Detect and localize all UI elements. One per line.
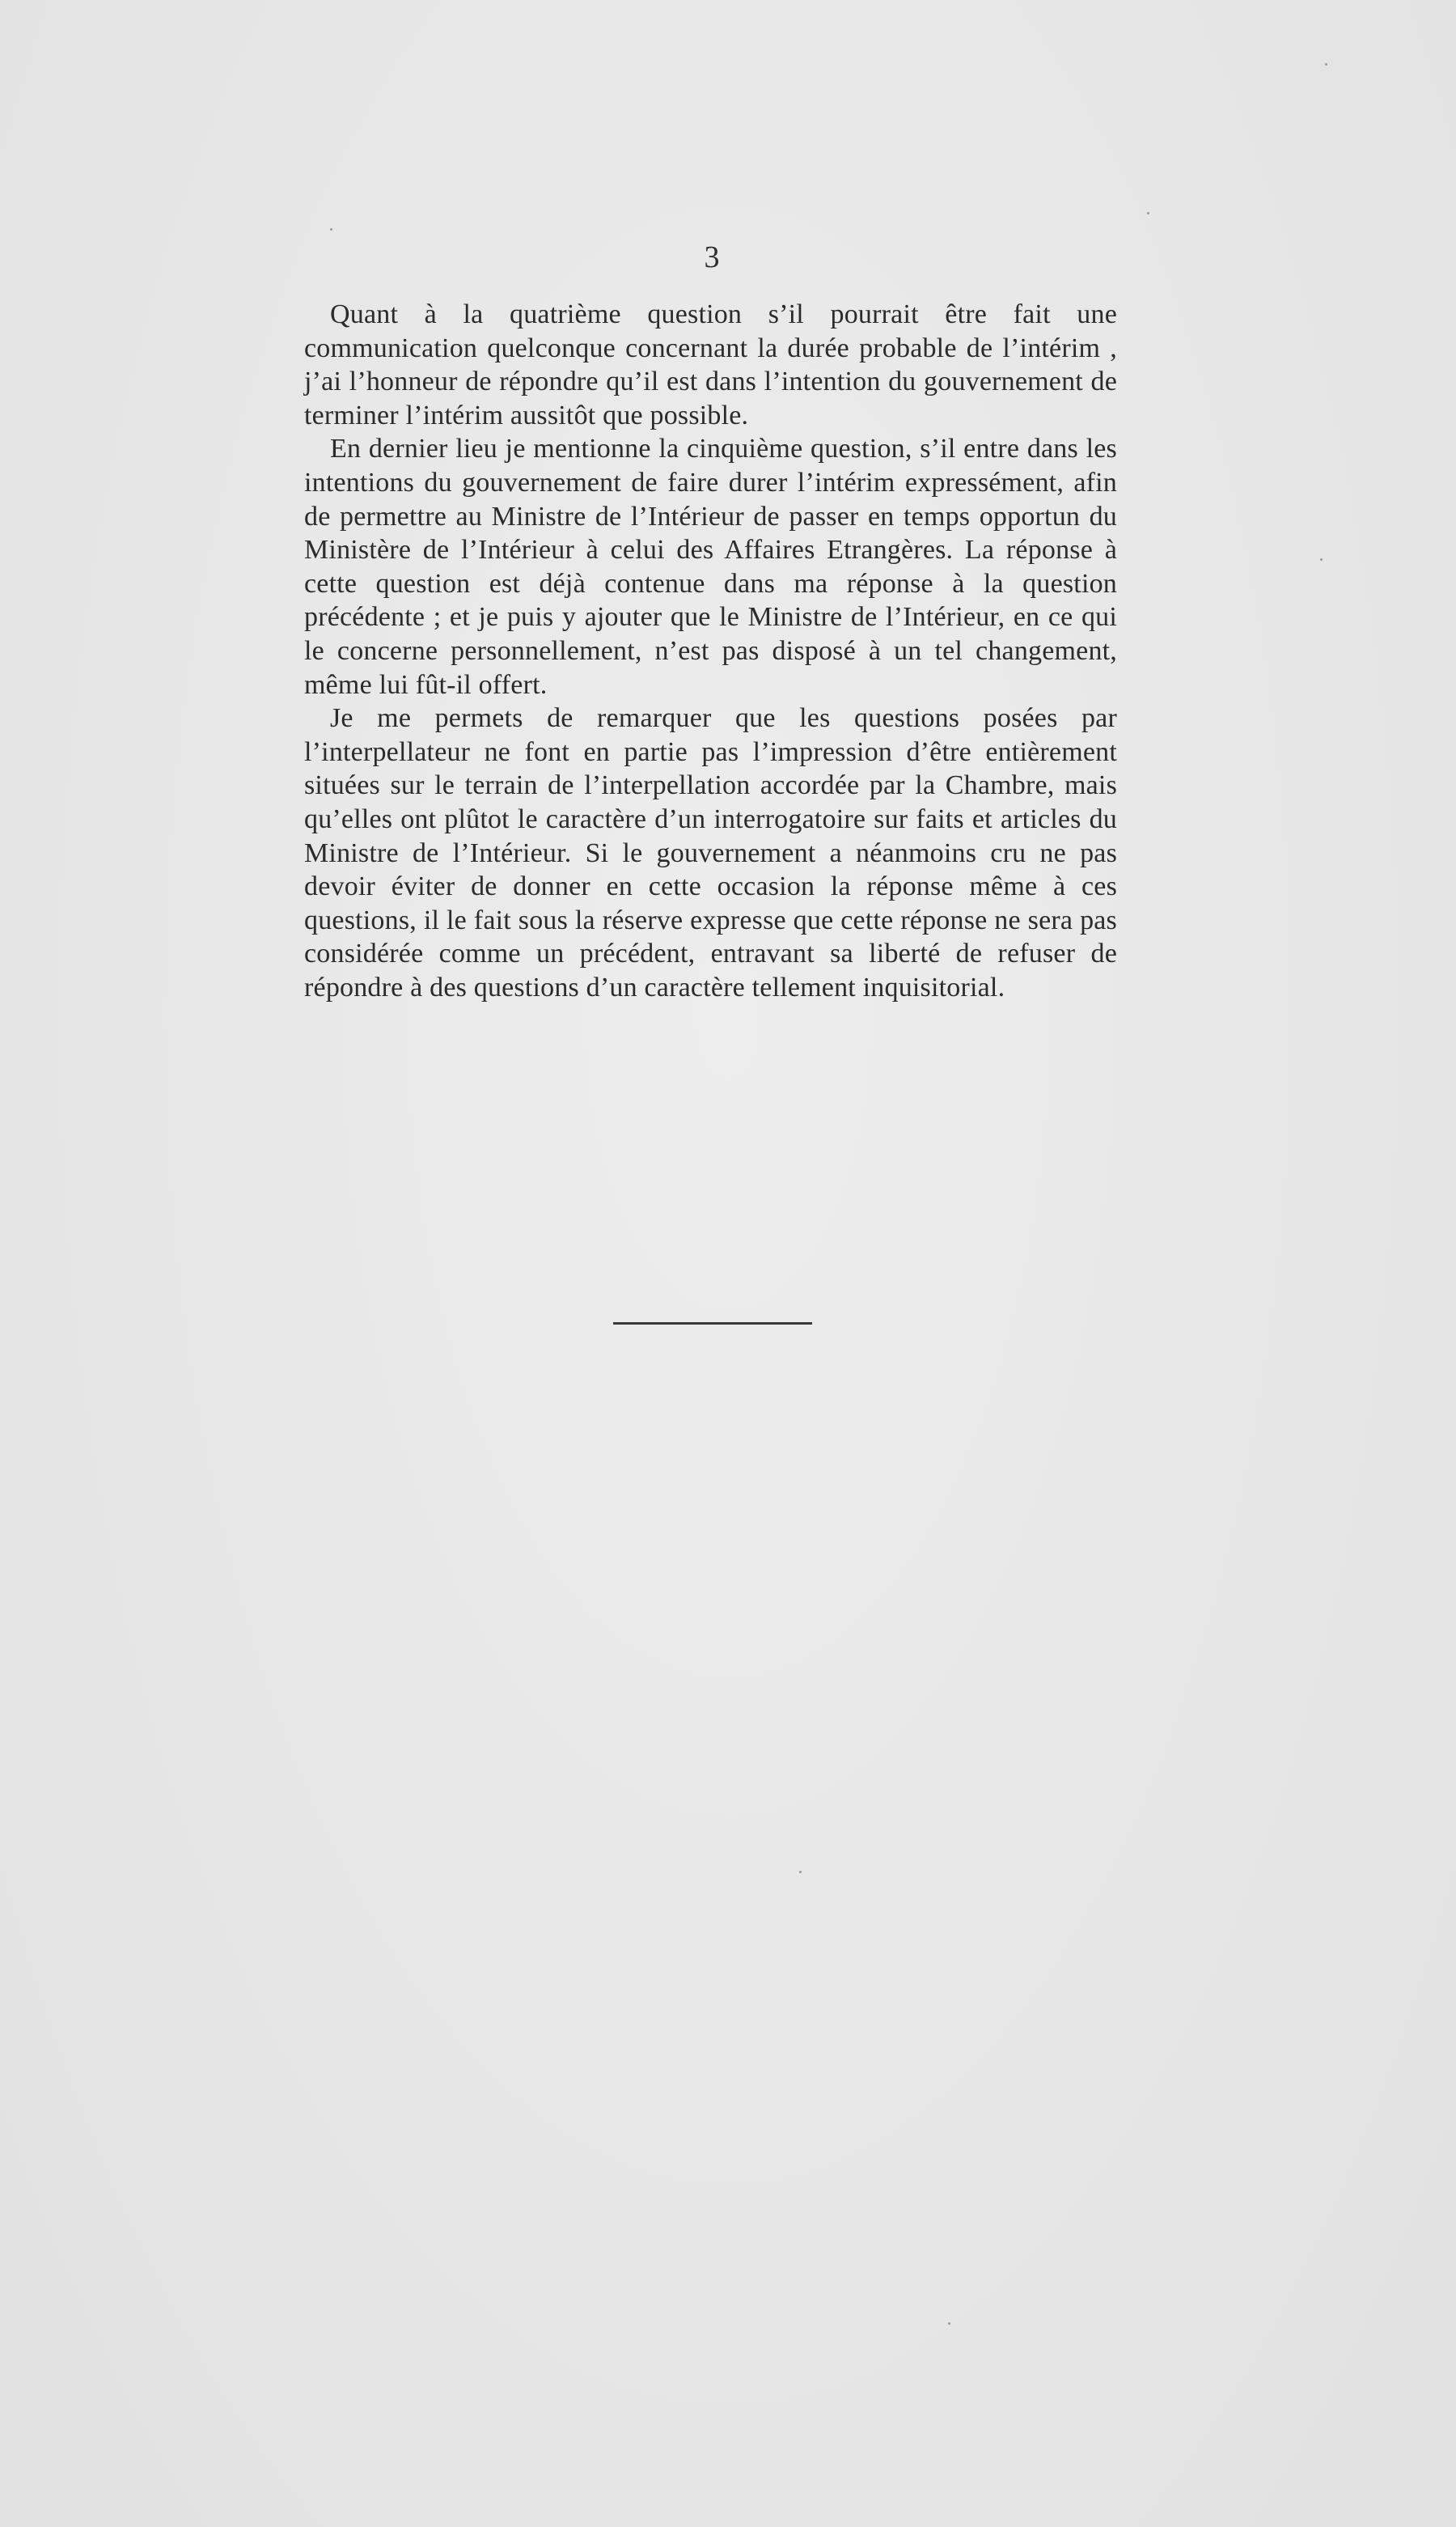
closing-rule bbox=[613, 1322, 812, 1325]
paragraph-fifth-question: En dernier lieu je mentionne la cinquième question, s’il entre dans les intentions du gouvernement de faire durer l’intérim expressément, afin de permettre au Ministre de l’Intérieur de passer en temps opportun du Ministère de l’Intérieur à celui des Affaires Etrangères. La réponse à cette question est déjà contenue dans ma réponse à la question précédente ; et je puis y ajouter que le Ministre de l’Intérieur, en ce qui le concerne personnellement, n’est pas disposé à un tel changement, même lui fût-il offert. bbox=[304, 434, 1117, 700]
body-text bbox=[304, 298, 1117, 1004]
paper-speck bbox=[948, 2322, 950, 2325]
paragraph-remark: Je me permets de remarquer que les questions posées par l’interpellateur ne font en partie pas l’impression d’être entièrement situées sur le terrain de l’interpellation accordée par la Chambre, mais qu’elles ont plûtot le caractère d’un interrogatoire sur faits et articles du Ministre de l’Intérieur. Si le gouvernement a néanmoins cru ne pas devoir éviter de donner en cette occasion la réponse même à ces questions, il le fait sous la réserve expresse que cette réponse ne sera pas considérée comme un précédent, entravant sa liberté de refuser de répondre à des questions d’un caractère tellement inquisitorial. bbox=[304, 703, 1117, 1003]
paper-speck bbox=[1320, 558, 1323, 561]
paragraph-fourth-question: Quant à la quatrième question s’il pourrait être fait une communication quelconque concernant la durée probable de l’intérim , j’ai l’honneur de répondre qu’il est dans l’intention du gouvernement de terminer l’intérim aussitôt que possible. bbox=[304, 299, 1117, 430]
paper-speck bbox=[1325, 63, 1327, 66]
page-number: 3 bbox=[704, 240, 720, 274]
paper-speck bbox=[330, 228, 332, 231]
paper-speck bbox=[1147, 212, 1149, 214]
paper-speck bbox=[799, 1871, 802, 1873]
